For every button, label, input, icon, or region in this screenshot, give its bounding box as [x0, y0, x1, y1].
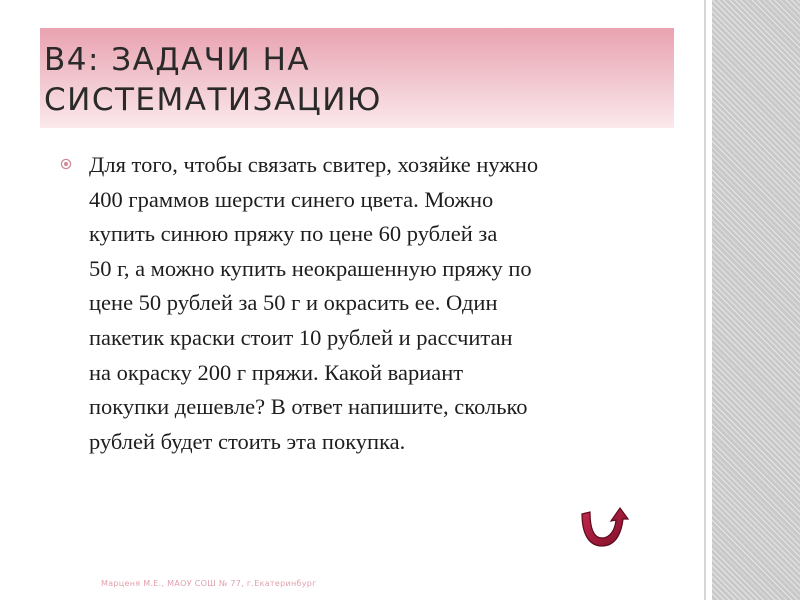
return-button[interactable]: [578, 504, 632, 550]
slide-title: B4: ЗАДАЧИ НА СИСТЕМАТИЗАЦИЮ: [44, 42, 382, 118]
side-divider: [704, 0, 706, 600]
decorative-side-strip: [712, 0, 800, 600]
return-arrow-icon: [578, 504, 632, 550]
circle-bullet-icon: [60, 158, 72, 170]
footer-credit: Марценя М.Е., МАОУ СОШ № 77, г.Екатеринбург: [101, 579, 317, 588]
problem-text: Для того, чтобы связать свитер, хозяйке нужно 400 граммов шерсти синего цвета. Можно купить синюю пряжу по цене 60 рублей за 50 г, а можно купить неокрашенную пряжу по цене 50 рублей за 50 г и окрасить ее. Один пакетик краски стоит 10 рублей и рассчитан на окраску 200 г пряжи. Какой вариант покупки дешевле? В ответ напишите, сколько рублей будет стоить эта покупка.: [89, 152, 539, 454]
